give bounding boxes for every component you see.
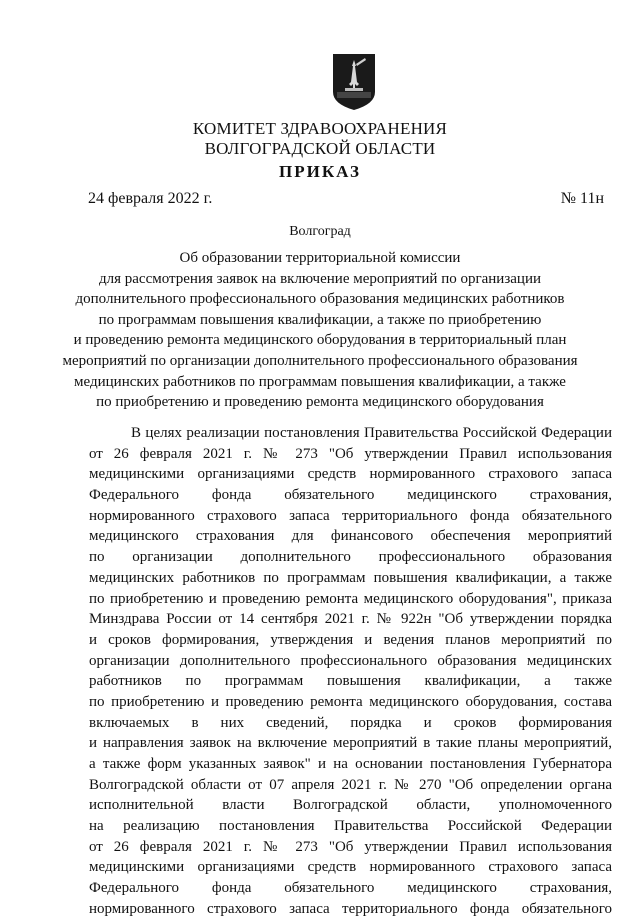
body-line: организации дополнительного профессионального образования медицинских	[89, 652, 612, 669]
body-line: и сроков формирования, утверждения и ведения планов мероприятий по	[89, 631, 612, 648]
document-date: 24 февраля 2022 г.	[88, 190, 213, 207]
body-line: Федерального фонда обязательного медицинского страхования,	[89, 880, 612, 897]
body-line: от 26 февраля 2021 г. № 273 "Об утверждении Правил использования	[89, 445, 612, 462]
body-line: от 26 февраля 2021 г. № 273 "Об утверждении Правил использования	[89, 838, 612, 855]
title-line: и проведению ремонта медицинского оборудования в территориальный план	[73, 332, 567, 349]
title-line: по приобретению и проведению ремонта медицинского оборудования	[96, 394, 544, 411]
body-line: медицинских работников по программам повышения квалификации, а также	[89, 569, 612, 586]
body-line: нормированного страхового запаса территориального фонда обязательного	[89, 507, 612, 524]
body-line: включаемых в них сведений, порядка и сроков формирования	[89, 714, 612, 731]
body-line: работников по программам повышения квалификации, а также	[89, 673, 612, 690]
body-line: Минздрава России от 14 сентября 2021 г. № 922н "Об утверждении порядка	[89, 611, 612, 628]
body-line: а также форм указанных заявок" и на основании постановления Губернатора	[89, 756, 612, 772]
document-title	[60, 248, 580, 413]
body-line: медицинского страхования для финансового обеспечения мероприятий	[89, 528, 612, 545]
title-line: для рассмотрения заявок на включение мероприятий по организации	[99, 270, 541, 287]
body-line: Волгоградской области от 07 апреля 2021 г. № 270 "Об определении органа	[89, 776, 612, 793]
document-type: ПРИКАЗ	[279, 162, 361, 181]
title-line: мероприятий по организации дополнительного профессионального образования	[62, 352, 578, 369]
title-line: по программам повышения квалификации, а также по приобретению	[98, 311, 542, 328]
document-number: № 11н	[560, 190, 604, 207]
title-line: дополнительного профессионального образования медицинских работников	[75, 291, 565, 308]
title-line: медицинских работников по программам повышения квалификации, а также	[74, 373, 566, 390]
body-line: нормированного страхового запаса территориального фонда обязательного	[89, 900, 612, 917]
organization-name-line1: КОМИТЕТ ЗДРАВООХРАНЕНИЯ	[192, 119, 448, 138]
body-line: по приобретению и проведению ремонта медицинского оборудования, состава	[89, 693, 612, 710]
organization-name-line2: ВОЛГОГРАДСКОЙ ОБЛАСТИ	[204, 139, 436, 158]
body-line: исполнительной власти Волгоградской области, уполномоченного	[89, 797, 612, 814]
body-line: по приобретению и проведению ремонта медицинского оборудования", приказа	[89, 590, 612, 607]
title-line: Об образовании территориальной комиссии	[179, 250, 461, 266]
body-line: Федерального фонда обязательного медицинского страхования,	[89, 487, 612, 504]
document-body	[89, 423, 612, 920]
body-line: по организации дополнительного профессионального образования	[89, 549, 612, 566]
document-city: Волгоград	[289, 224, 351, 239]
body-line: и направления заявок на включение мероприятий в такие планы мероприятий,	[89, 735, 612, 752]
coat-of-arms-emblem	[331, 52, 377, 112]
body-line: на реализацию постановления Правительства Российской Федерации	[89, 818, 612, 835]
body-line: медицинскими организациями средств нормированного страхового запаса	[89, 859, 612, 876]
body-line: В целях реализации постановления Правительства Российской Федерации	[131, 425, 612, 441]
body-line: медицинскими организациями средств нормированного страхового запаса	[89, 466, 612, 483]
